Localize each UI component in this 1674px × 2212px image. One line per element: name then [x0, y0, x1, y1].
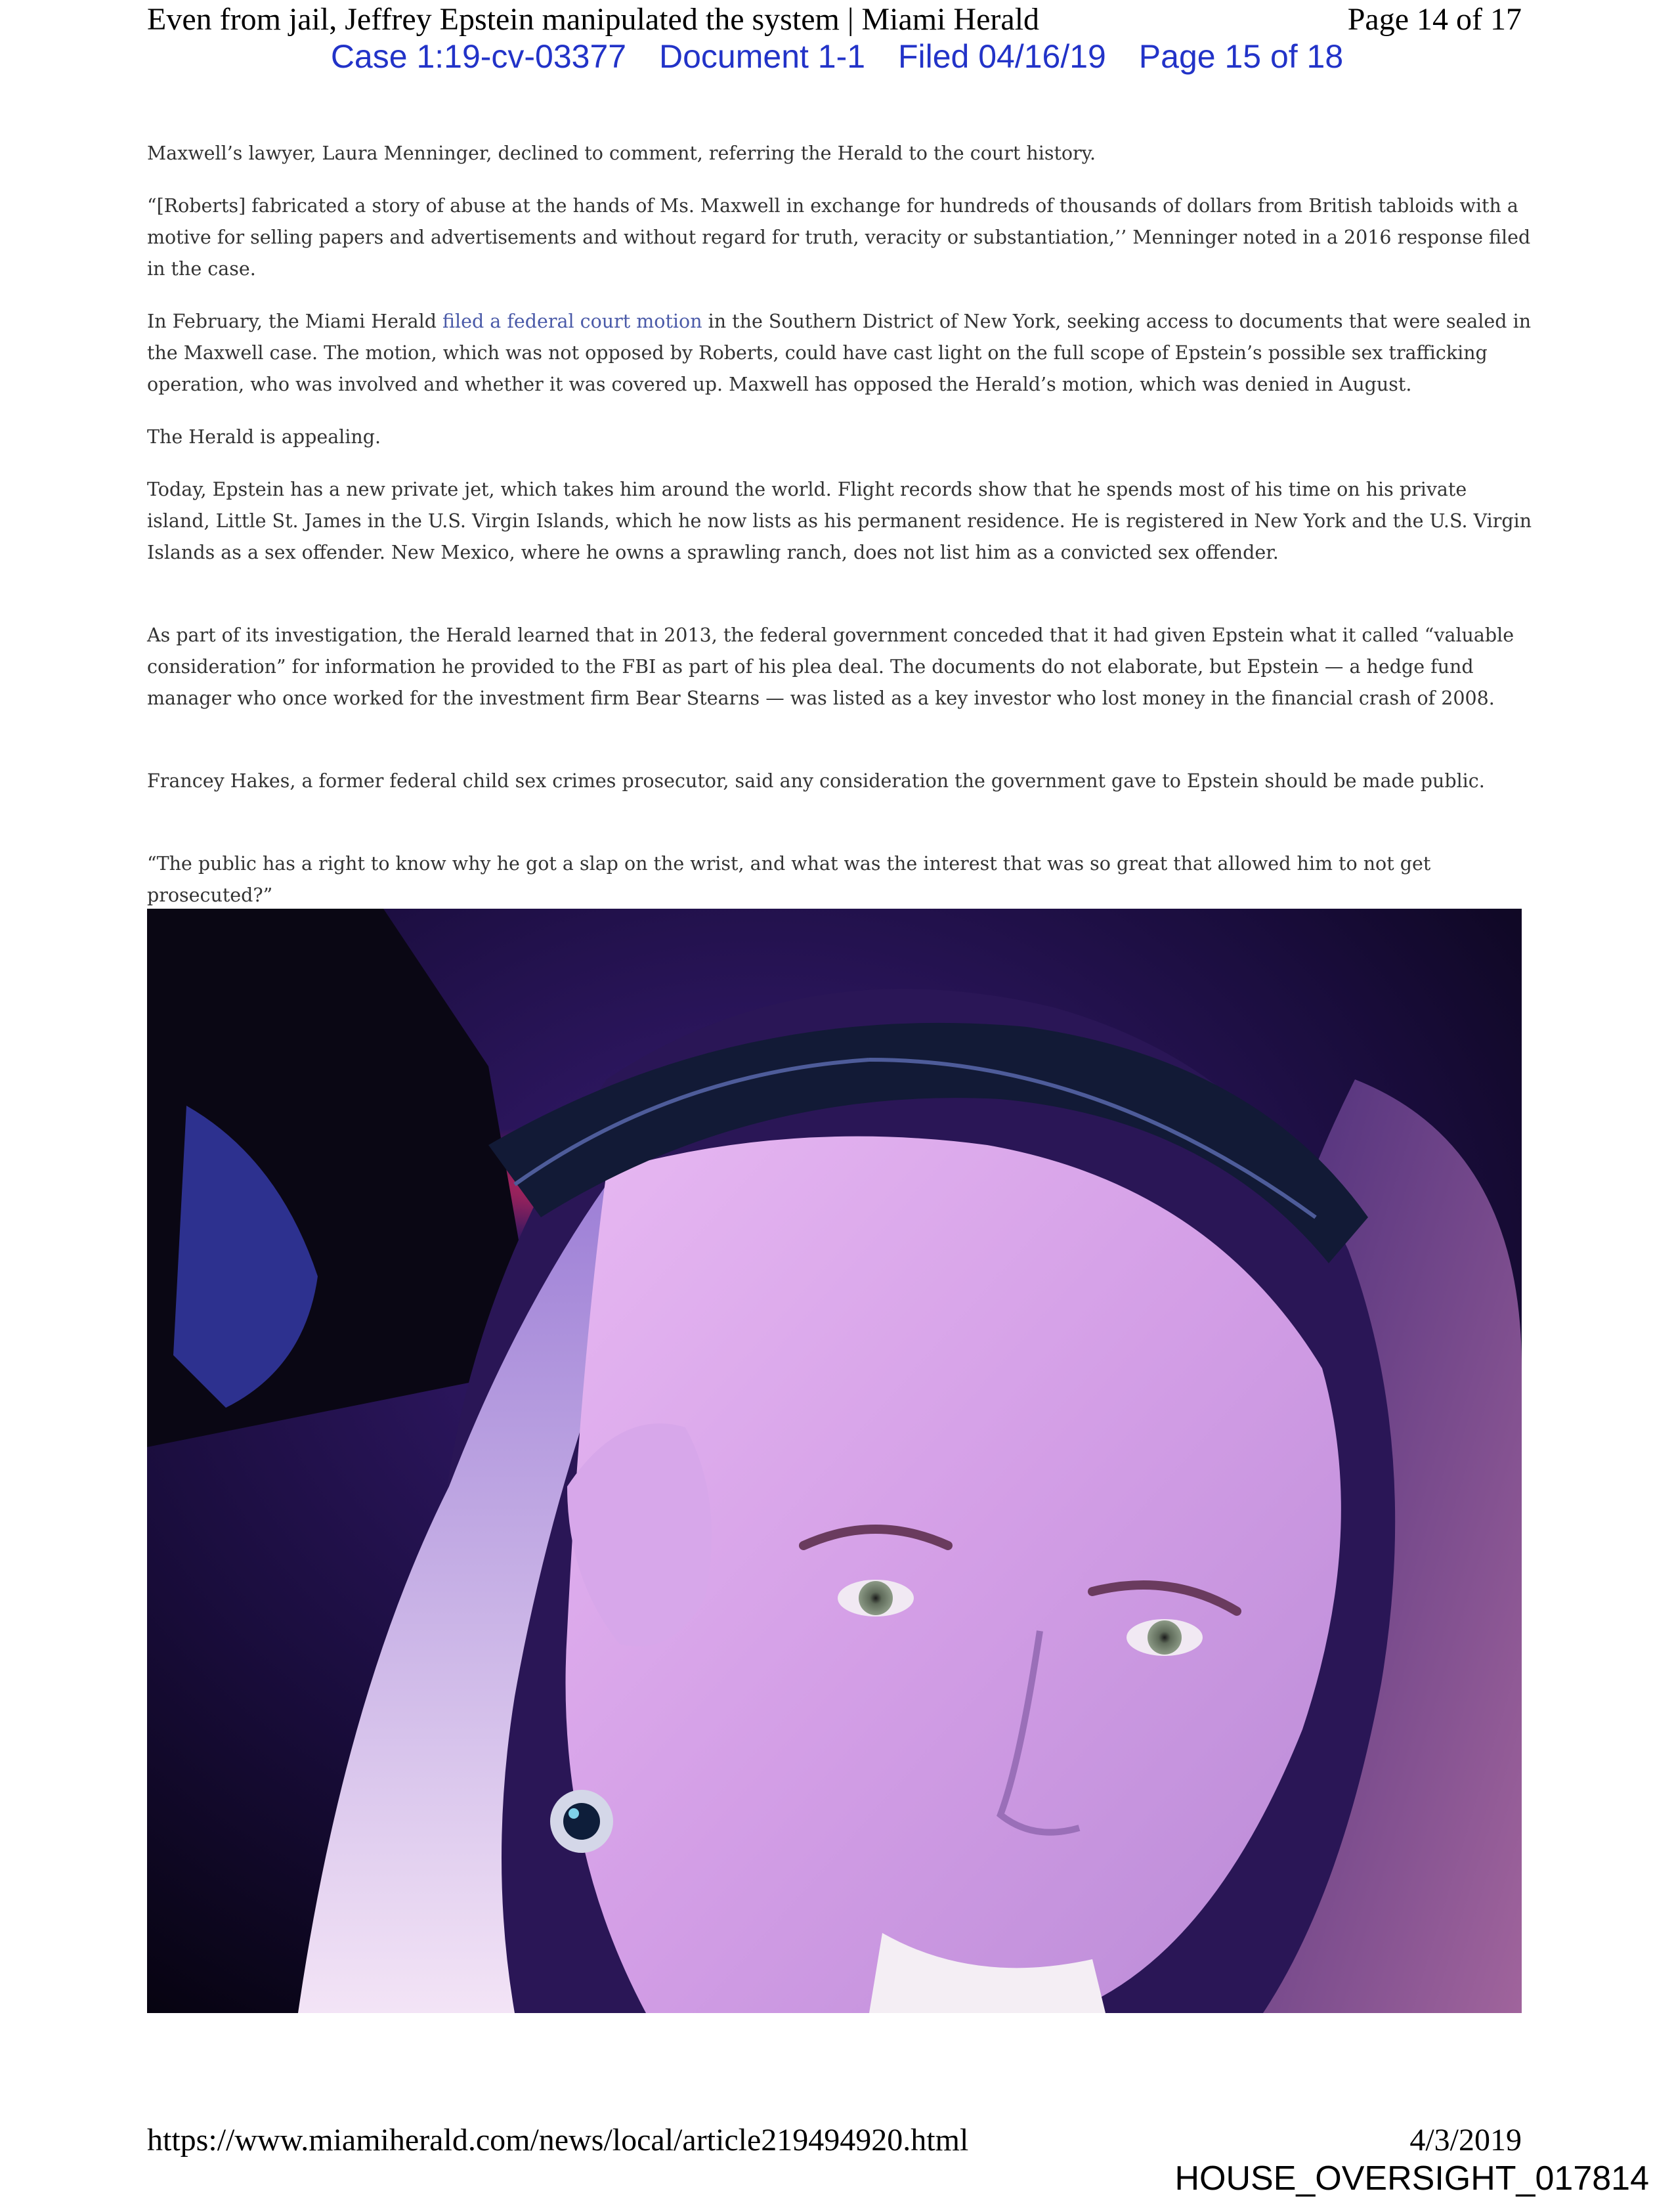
article-paragraph: Today, Epstein has a new private jet, which takes him around the world. Flight records show that he spends most of his time on his private island, Little St. James in the U.S. Virgin Islands, which he now lists as his permanent residence. He is registered in New York and the U.S. Virgin Islands as a sex offender. New Mexico, where he owns a sprawling ranch, does not list him as a convicted sex offender. [147, 479, 1532, 563]
court-document-number: Document 1-1 [659, 38, 866, 75]
print-footer-url: https://www.miamiherald.com/news/local/article219494920.html [147, 2123, 969, 2158]
article-paragraph: Maxwell’s lawyer, Laura Menninger, declined to comment, referring the Herald to the court history. [147, 142, 1096, 164]
article-body [147, 138, 1532, 911]
print-footer-date: 4/3/2019 [1409, 2123, 1522, 2158]
article-paragraph: Francey Hakes, a former federal child sex crimes prosecutor, said any consideration the government gave to Epstein should be made public. [147, 770, 1485, 792]
article-paragraph [147, 306, 1532, 401]
article-paragraph: As part of its investigation, the Herald learned that in 2013, the federal government conceded that it had given Epstein what it called “valuable consideration” for information he provided to the FBI as part of his plea deal. The documents do not elaborate, but Epstein — a hedge fund manager who once worked for the investment firm Bear Stearns — was listed as a key investor who lost money in the financial crash of 2008. [147, 624, 1514, 709]
print-header-title: Even from jail, Jeffrey Epstein manipulated the system | Miami Herald [147, 2, 1040, 37]
print-header-page-number: Page 14 of 17 [1347, 2, 1522, 37]
court-filed-date: Filed 04/16/19 [897, 38, 1106, 75]
article-paragraph: “The public has a right to know why he got a slap on the wrist, and what was the interest that was so great that allowed him to not get prosecuted?” [147, 853, 1431, 906]
bates-number: HOUSE_OVERSIGHT_017814 [1174, 2159, 1649, 2198]
article-text: In February, the Miami Herald [147, 311, 443, 332]
article-paragraph: “[Roberts] fabricated a story of abuse at the hands of Ms. Maxwell in exchange for hundreds of thousands of dollars from British tabloids with a motive for selling papers and advertisements and without regard for truth, veracity or substantiation,’’ Menninger noted in a 2016 response filed in the case. [147, 195, 1531, 280]
court-filing-stamp [0, 37, 1674, 76]
court-page-number: Page 15 of 18 [1138, 38, 1344, 75]
article-photo [147, 909, 1522, 2013]
photo-illustration [147, 909, 1522, 2013]
article-text: in the Southern District of New York, seeking access to documents that were sealed in the Maxwell case. The motion, which was not opposed by Roberts, could have cast light on the full scope of Epstein’s possible sex trafficking operation, who was involved and whether it was covered up. Maxwell has opposed the Herald’s motion, which was denied in August. [147, 311, 1532, 395]
article-paragraph: The Herald is appealing. [147, 426, 381, 448]
court-case-number: Case 1:19-cv-03377 [330, 38, 627, 75]
court-motion-link[interactable]: filed a federal court motion [442, 311, 702, 332]
